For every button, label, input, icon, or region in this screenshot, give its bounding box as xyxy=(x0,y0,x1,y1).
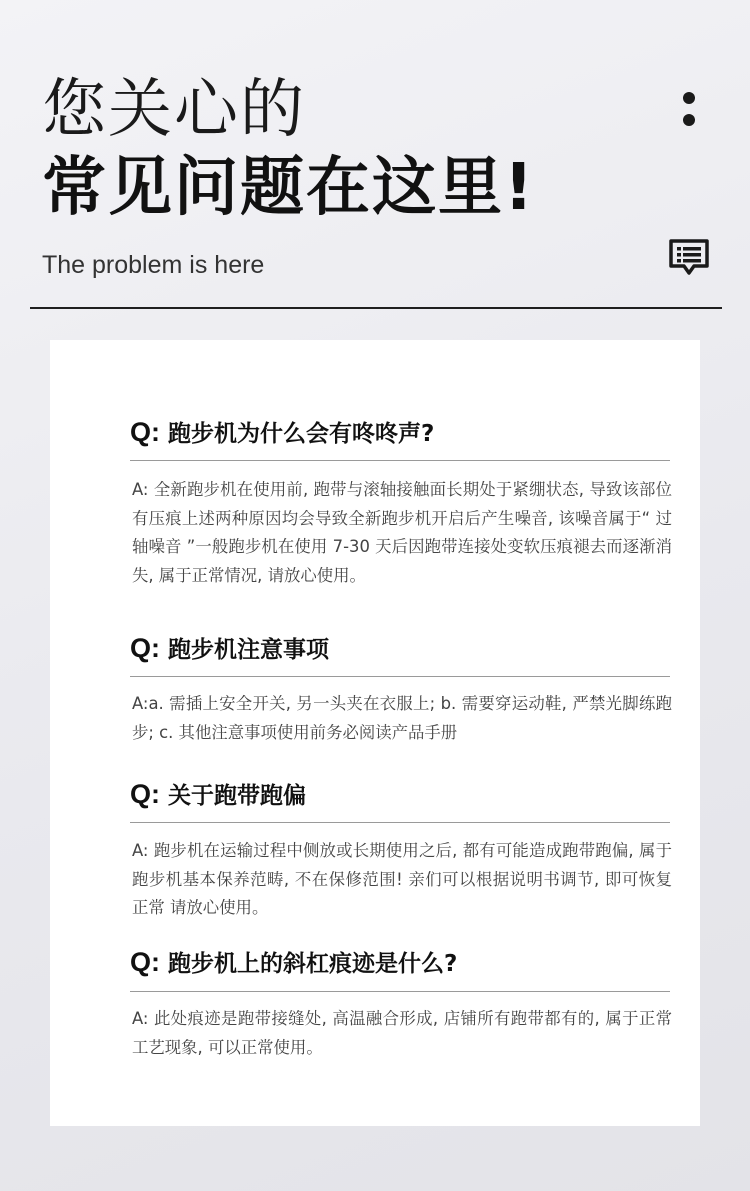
faq-answer-4: A: 此处痕迹是跑带接缝处, 高温融合形成, 店铺所有跑带都有的, 属于正常工艺现象, 可以正常使用。 xyxy=(132,1009,672,1057)
header-divider xyxy=(30,307,722,309)
question-text: 跑步机为什么会有咚咚声? xyxy=(168,421,435,447)
faq-question-4 xyxy=(130,946,670,980)
question-text: 跑步机上的斜杠痕迹是什么? xyxy=(168,951,458,977)
faq-divider-4 xyxy=(130,991,670,992)
faq-answer-1: A: 全新跑步机在使用前, 跑带与滚轴接触面长期处于紧绷状态, 导致该部位有压痕上述两种原因均会导致全新跑步机开启后产生噪音, 该噪音属于“ 过轴噪音 ”一般跑步机在使用 7-30 天后因跑带连接处变软压痕褪去而逐渐消失, 属于正常情况, 请放心使用。 xyxy=(132,480,672,585)
faq-card xyxy=(50,340,700,1126)
q-mark: Q: xyxy=(130,779,160,809)
page-subtitle: The problem is here xyxy=(42,251,265,279)
question-text: 关于跑带跑偏 xyxy=(168,783,306,809)
q-mark: Q: xyxy=(130,633,160,663)
faq-answer-2: A:a. 需插上安全开关, 另一头夹在衣服上; b. 需要穿运动鞋, 严禁光脚练跑步; c. 其他注意事项使用前务必阅读产品手册 xyxy=(132,694,672,742)
faq-divider-2 xyxy=(130,676,670,677)
message-lines-icon xyxy=(668,238,710,278)
q-mark: Q: xyxy=(130,947,160,977)
faq-question-3 xyxy=(130,778,670,812)
faq-divider-3 xyxy=(130,822,670,823)
question-text: 跑步机注意事项 xyxy=(168,637,329,663)
q-mark: Q: xyxy=(130,417,160,447)
more-vertical-icon xyxy=(683,92,697,126)
page-title-bold: 常见问题在这里! xyxy=(42,151,536,225)
faq-question-1 xyxy=(130,416,670,450)
faq-answer-3: A: 跑步机在运输过程中侧放或长期使用之后, 都有可能造成跑带跑偏, 属于跑步机基本保养范畴, 不在保修范围! 亲们可以根据说明书调节, 即可恢复正常 请放心使用。 xyxy=(132,841,672,917)
faq-divider-1 xyxy=(130,460,670,461)
faq-question-2 xyxy=(130,632,670,666)
page-title-light: 您关心的 xyxy=(42,73,306,147)
